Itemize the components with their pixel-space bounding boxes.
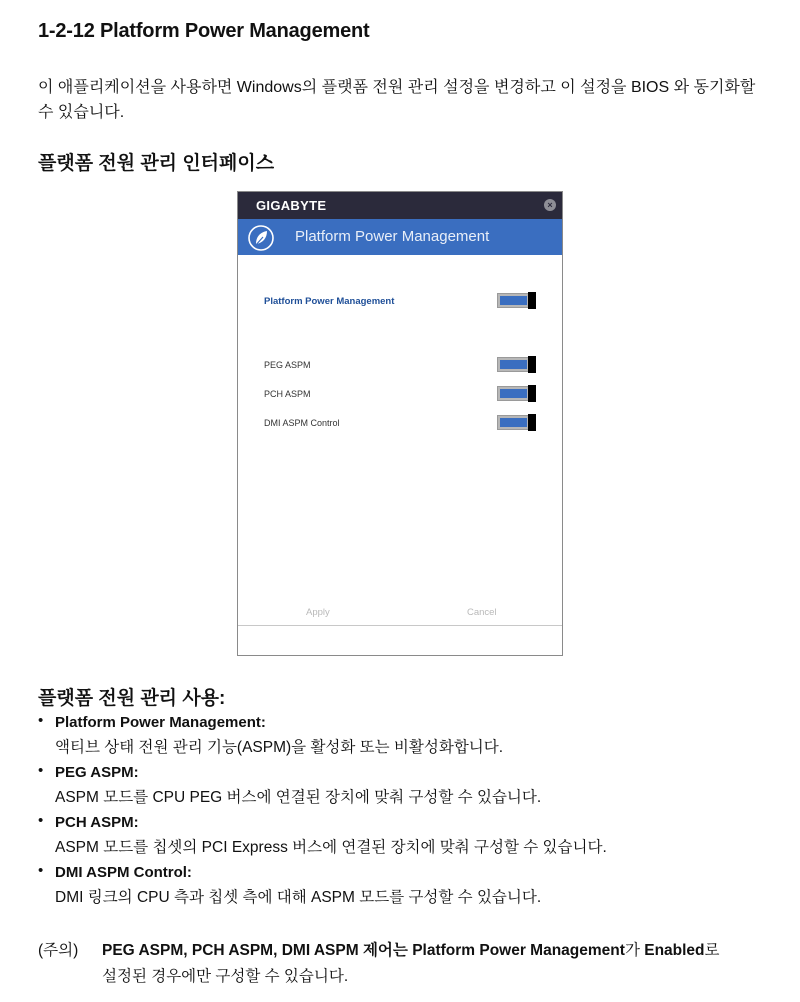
bullet: • — [38, 762, 44, 779]
note-line-1 — [102, 938, 778, 964]
dmi-aspm-control-toggle[interactable] — [497, 415, 536, 430]
app-title: Platform Power Management — [295, 228, 490, 245]
list-item — [38, 812, 778, 862]
dmi-aspm-control-label: DMI ASPM Control — [264, 418, 340, 428]
note-state: Enabled — [644, 942, 705, 959]
bullet: • — [38, 712, 44, 729]
footer-divider — [238, 625, 562, 626]
item-description: DMI 링크의 CPU 측과 칩셋 측에 대해 ASPM 모드를 구성할 수 있습니다. — [55, 889, 542, 906]
bullet: • — [38, 812, 44, 829]
cancel-button[interactable]: Cancel — [467, 607, 497, 618]
peg-aspm-toggle[interactable] — [497, 357, 536, 372]
item-title: PCH ASPM: — [55, 814, 139, 831]
note-tail: 로 — [704, 942, 720, 959]
note-terms: PEG ASPM, PCH ASPM, DMI ASPM — [102, 942, 359, 959]
interface-heading: 플랫폼 전원 관리 인터페이스 — [38, 153, 275, 174]
intro-paragraph: 이 애플리케이션을 사용하면 Windows의 플랫폼 전원 관리 설정을 변경하고 이 설정을 BIOS 와 동기화할 수 있습니다. — [38, 79, 756, 121]
gigabyte-logo: GIGABYTE — [256, 198, 327, 213]
app-window — [237, 191, 563, 656]
apply-button[interactable]: Apply — [306, 607, 330, 618]
note-subject: Platform Power Management — [412, 942, 625, 959]
list-item — [38, 862, 778, 912]
usage-list — [38, 712, 778, 912]
app-banner — [238, 219, 562, 255]
section-title: 1-2-12 Platform Power Management — [38, 20, 370, 42]
item-description: ASPM 모드를 칩셋의 PCI Express 버스에 연결된 장치에 맞춰 구성할 수 있습니다. — [55, 839, 607, 856]
item-description: ASPM 모드를 CPU PEG 버스에 연결된 장치에 맞춰 구성할 수 있습니다. — [55, 789, 542, 806]
platform-power-management-toggle[interactable] — [497, 293, 536, 308]
note-label: (주의) — [38, 942, 79, 959]
list-item — [38, 712, 778, 762]
item-title: DMI ASPM Control: — [55, 864, 192, 881]
item-title: PEG ASPM: — [55, 764, 139, 781]
platform-power-management-label: Platform Power Management — [264, 296, 395, 307]
item-description: 액티브 상태 전원 관리 기능(ASPM)을 활성화 또는 비활성화합니다. — [55, 739, 504, 756]
note-block — [38, 938, 778, 990]
note-particle: 가 — [624, 942, 640, 959]
window-titlebar — [238, 192, 562, 219]
bullet: • — [38, 862, 44, 879]
note-line-2: 설정된 경우에만 구성할 수 있습니다. — [102, 968, 349, 985]
note-connector: 제어는 — [362, 942, 408, 959]
pch-aspm-label: PCH ASPM — [264, 389, 311, 399]
peg-aspm-label: PEG ASPM — [264, 360, 311, 370]
close-icon[interactable]: × — [544, 199, 556, 211]
usage-heading: 플랫폼 전원 관리 사용: — [38, 688, 226, 709]
list-item — [38, 762, 778, 812]
pch-aspm-toggle[interactable] — [497, 386, 536, 401]
item-title: Platform Power Management: — [55, 714, 266, 731]
leaf-icon — [248, 225, 274, 251]
